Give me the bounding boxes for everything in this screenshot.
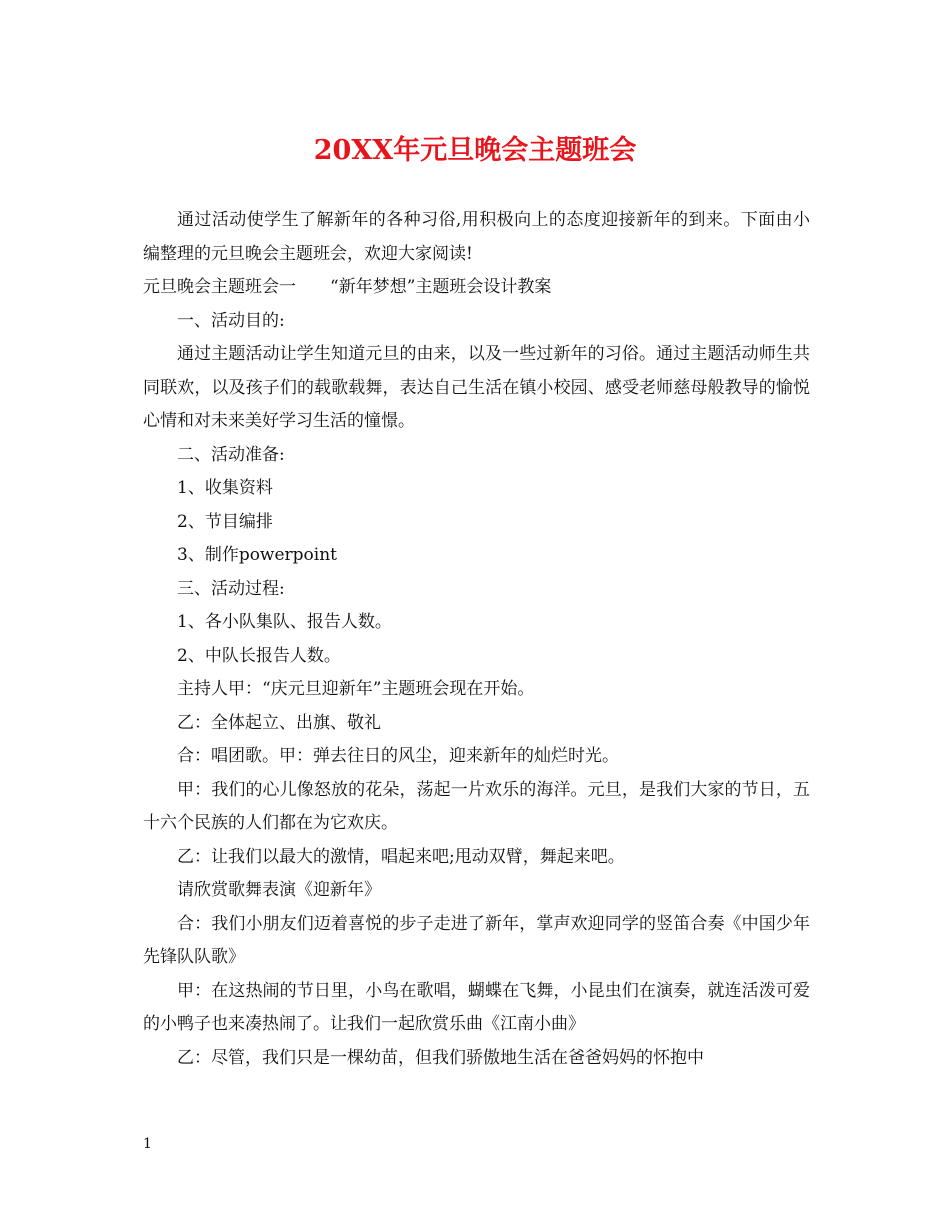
paragraph: 乙：全体起立、出旗、敬礼 [177,712,381,733]
document-title: 20XX年元旦晚会主题班会 [313,135,637,166]
paragraph: 通过主题活动让学生知道元旦的由来，以及一些过新年的习俗。通过主题活动师生共同联欢，以及孩子们的载歌载舞，表达自己生活在镇小校园、感受老师慈母般教导的愉悦心情和对未来美好学习生活的憧憬。 [143,344,810,431]
paragraph: 甲：在这热闹的节日里，小鸟在歌唱，蝴蝶在飞舞，小昆虫们在演奏，就连活泼可爱的小鸭子也来凑热闹了。让我们一起欣赏乐曲《江南小曲》 [143,980,810,1034]
section-heading: 二、活动准备: [177,444,285,465]
list-item: 1、各小队集队、报告人数。 [177,612,392,632]
section-heading: 三、活动过程: [177,578,285,599]
paragraph: 合：我们小朋友们迈着喜悦的步子走进了新年，掌声欢迎同学的竖笛合奏《中国少年先锋队队歌》 [143,913,810,967]
paragraph: 合：唱团歌。甲：弹去往日的风尘，迎来新年的灿烂时光。 [177,746,619,766]
list-item: 2、节目编排 [177,511,273,532]
paragraph: 主持人甲：“庆元旦迎新年”主题班会现在开始。 [177,679,535,699]
page-number: 1 [143,1136,152,1152]
list-item: 3、制作powerpoint [177,545,338,565]
paragraph: 乙：尽管，我们只是一棵幼苗，但我们骄傲地生活在爸爸妈妈的怀抱中 [177,1047,704,1068]
section-heading: 一、活动目的: [177,310,285,331]
document-body [143,204,810,1075]
list-item: 1、收集资料 [177,478,273,498]
paragraph: 元旦晚会主题班会一 “新年梦想”主题班会设计教案 [143,277,552,297]
list-item: 2、中队长报告人数。 [177,645,341,666]
paragraph: 通过活动使学生了解新年的各种习俗,用积极向上的态度迎接新年的到来。下面由小编整理的元旦晚会主题班会，欢迎大家阅读! [143,210,810,264]
paragraph: 请欣赏歌舞表演《迎新年》 [177,880,381,900]
paragraph: 乙：让我们以最大的激情，唱起来吧;甩动双臂，舞起来吧。 [177,846,625,867]
paragraph: 甲：我们的心儿像怒放的花朵，荡起一片欢乐的海洋。元旦，是我们大家的节日，五十六个民族的人们都在为它欢庆。 [143,779,810,833]
